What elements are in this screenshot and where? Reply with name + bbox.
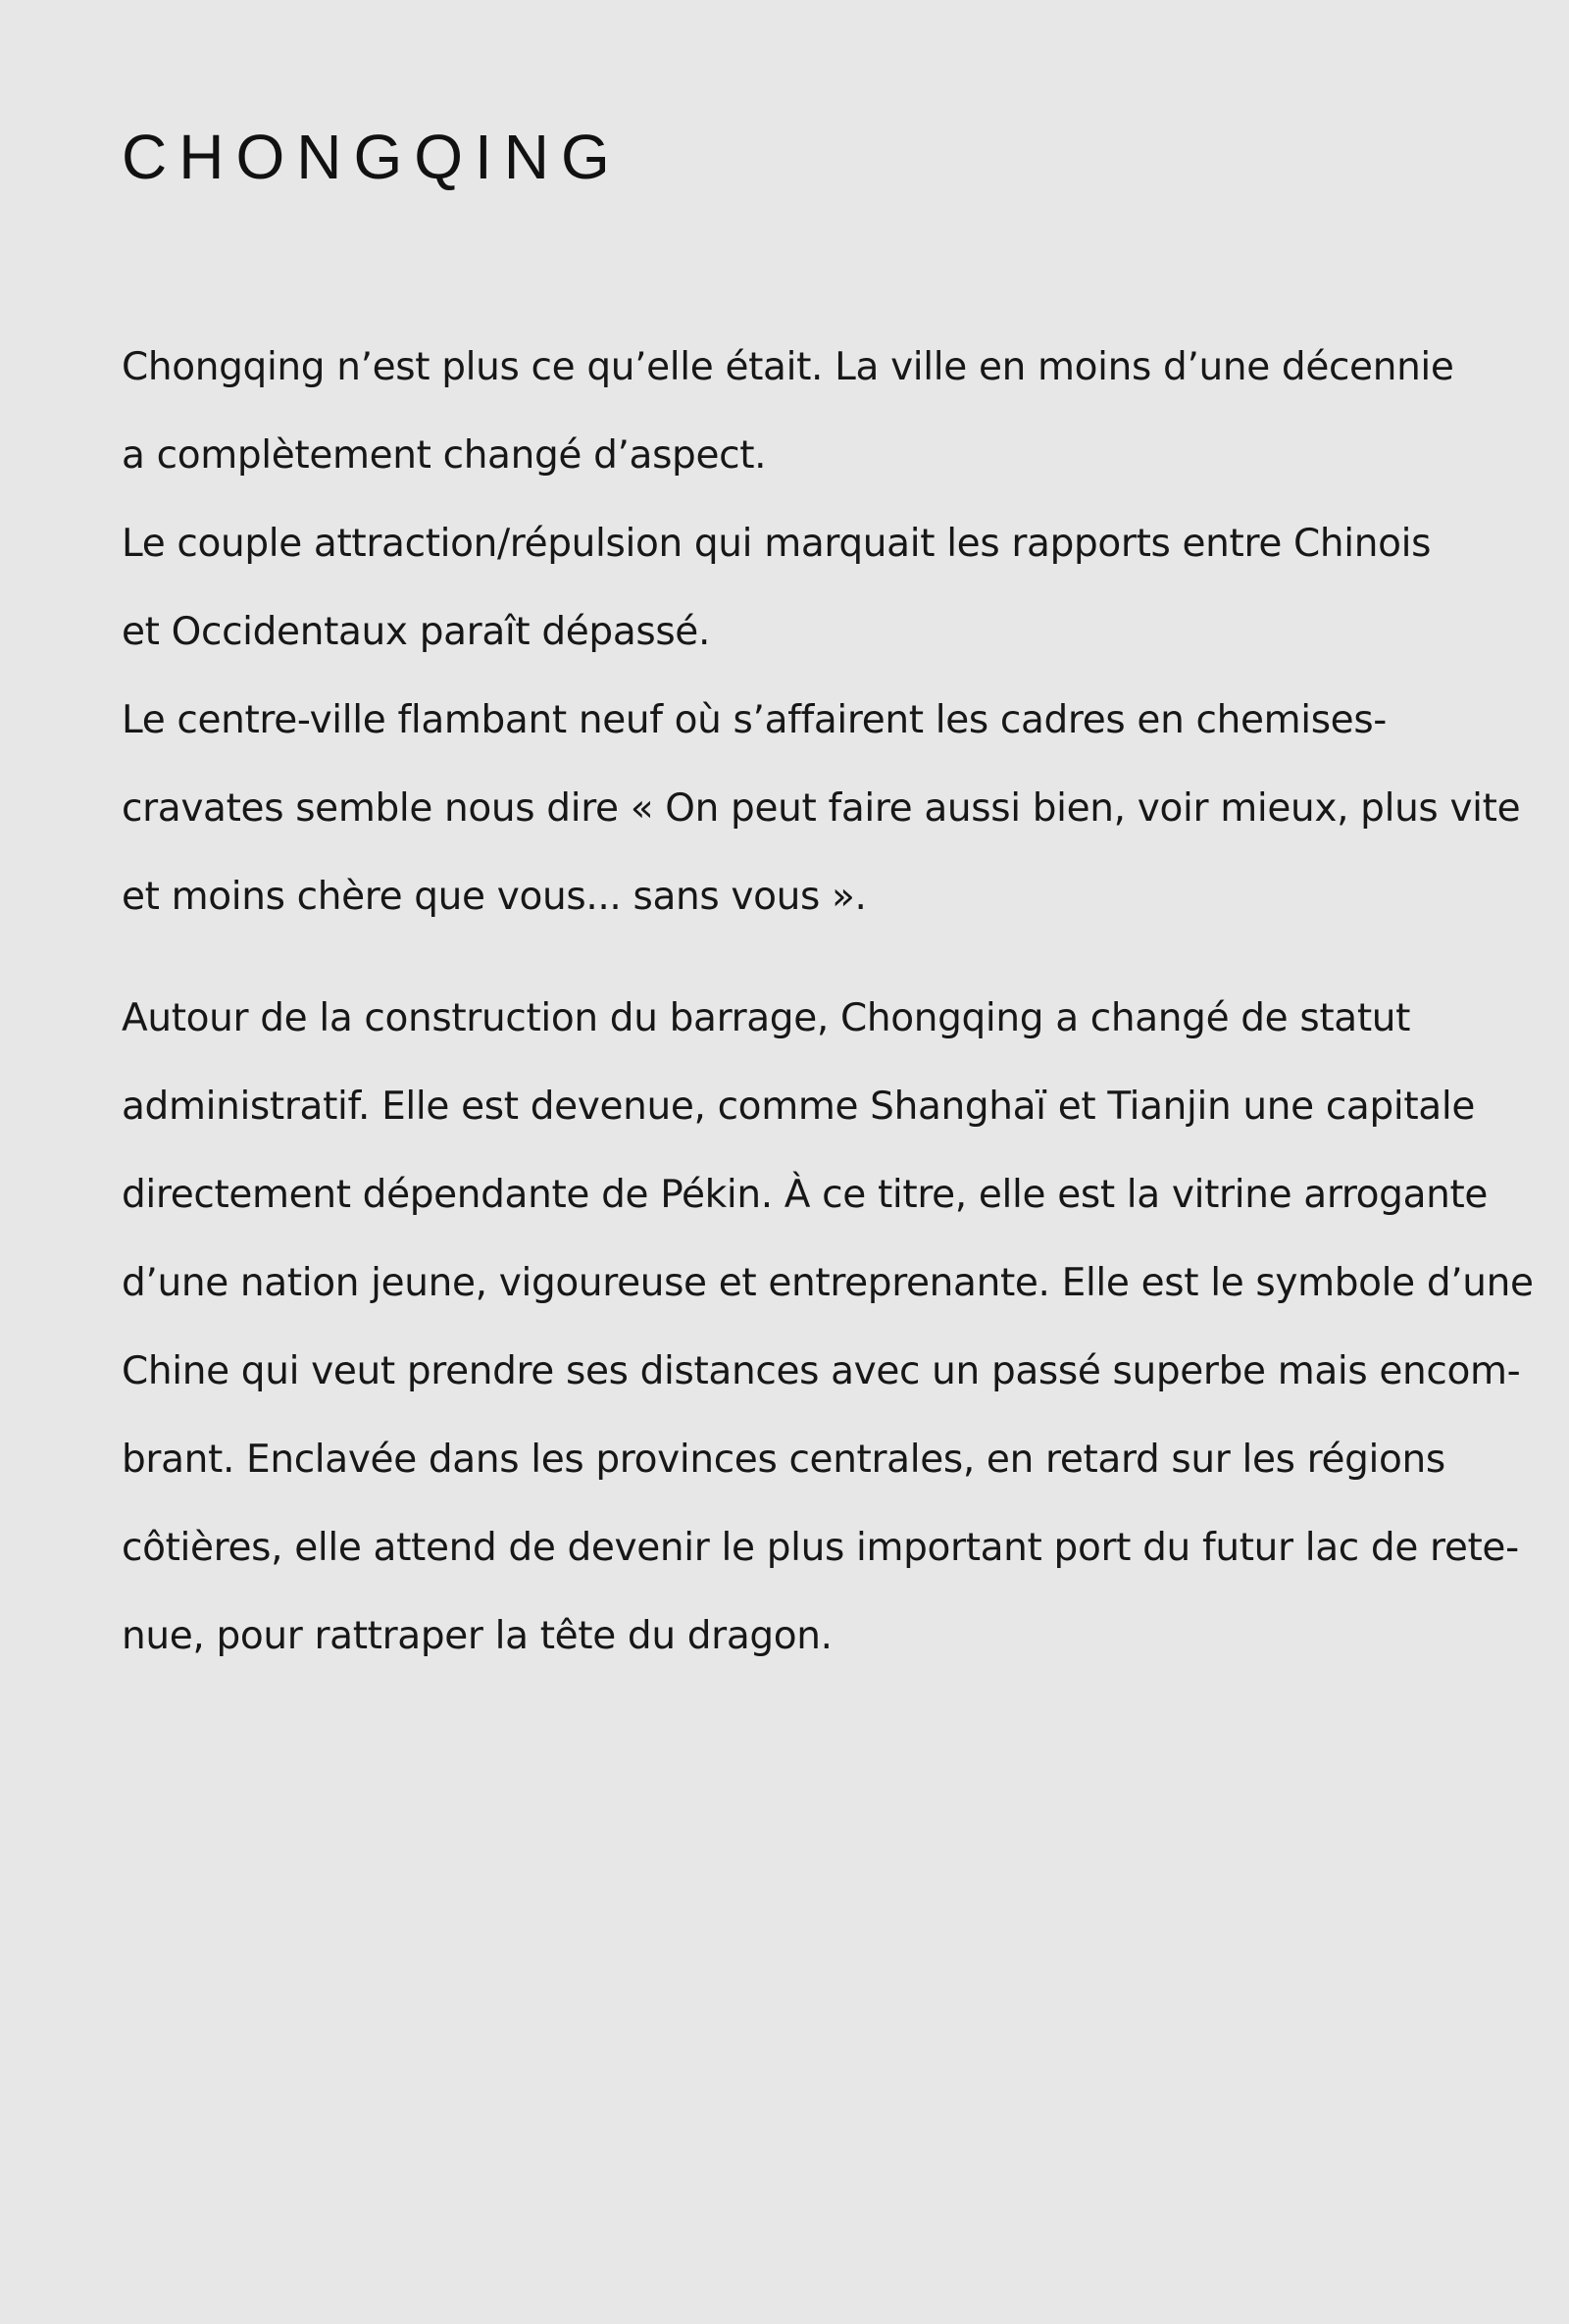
paragraph-2-line-3: directement dépendante de Pékin. À ce titre, elle est la vitrine arrogante — [122, 1173, 1489, 1217]
paragraph-1-line-7: et moins chère que vous... sans vous ». — [122, 875, 867, 919]
paragraph-2-line-8: nue, pour rattraper la tête du dragon. — [122, 1614, 833, 1658]
paragraph-2 — [122, 975, 1534, 1681]
paragraph-2-line-1: Autour de la construction du barrage, Chongqing a changé de statut — [122, 996, 1411, 1040]
paragraph-1-line-2: a complètement changé d’aspect. — [122, 433, 767, 478]
paragraph-1-line-1: Chongqing n’est plus ce qu’elle était. La ville en moins d’une décennie — [122, 345, 1454, 389]
paragraph-1-line-3: Le couple attraction/répulsion qui marquait les rapports entre Chinois — [122, 522, 1432, 566]
paragraph-1-line-6: cravates semble nous dire « On peut faire aussi bien, voir mieux, plus vite — [122, 786, 1521, 831]
paragraph-1-line-4: et Occidentaux paraît dépassé. — [122, 610, 710, 654]
paragraph-2-line-7: côtières, elle attend de devenir le plus important port du futur lac de rete- — [122, 1526, 1519, 1570]
paragraph-2-line-4: d’une nation jeune, vigoureuse et entreprenante. Elle est le symbole d’une — [122, 1261, 1534, 1305]
paragraph-2-line-5: Chine qui veut prendre ses distances avec un passé superbe mais encom- — [122, 1349, 1521, 1393]
article-body — [122, 324, 1534, 1681]
paragraph-2-line-6: brant. Enclavée dans les provinces centrales, en retard sur les régions — [122, 1438, 1445, 1482]
paragraph-1 — [122, 324, 1521, 941]
paragraph-2-line-2: administratif. Elle est devenue, comme Shanghaï et Tianjin une capitale — [122, 1085, 1475, 1129]
page-title: CHONGQING — [122, 122, 622, 192]
paragraph-1-line-5: Le centre-ville flambant neuf où s’affairent les cadres en chemises- — [122, 698, 1388, 742]
